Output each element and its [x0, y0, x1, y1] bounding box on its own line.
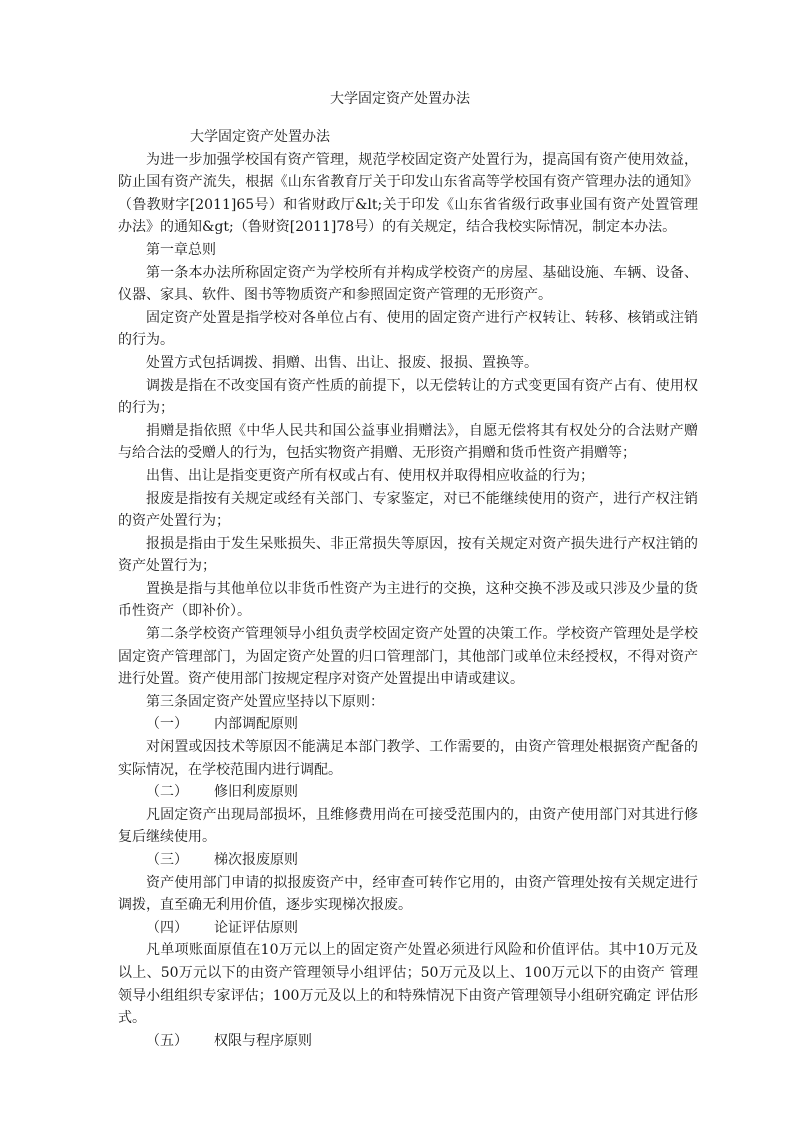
principle-1-heading [118, 713, 698, 736]
loss-definition-paragraph: 报损是指由于发生呆账损失、非正常损失等原因，按有关规定对资产损失进行产权注销的资产处置行为； [118, 535, 698, 575]
sale-definition-paragraph: 出售、出让是指变更资产所有权或占有、使用权并取得相应收益的行为； [146, 467, 594, 484]
principle-number: （一） [146, 716, 188, 733]
principle-3-text: 资产使用部门申请的拟报废资产中，经审查可转作它用的，由资产管理处按有关规定进行调拨，直至确无利用价值，逐步实现梯次报废。 [118, 874, 698, 914]
principle-2-heading [118, 781, 698, 804]
principle-name: 梯次报废原则 [214, 852, 298, 868]
principle-number: （二） [146, 784, 188, 801]
article-1-paragraph: 第一条本办法所称固定资产为学校所有并构成学校资产的房屋、基础设施、车辆、设备、仪器、家具、软件、图书等物质资产和参照固定资产管理的无形资产。 [118, 264, 698, 304]
article-3-paragraph: 第三条固定资产处置应坚持以下原则： [146, 693, 384, 710]
principle-1-text: 对闲置或因技术等原因不能满足本部门教学、工作需要的，由资产管理处根据资产配备的实际情况，在学校范围内进行调配。 [118, 739, 698, 778]
article-2-paragraph: 第二条学校资产管理领导小组负责学校固定资产处置的决策工作。学校资产管理处是学校固定资产管理部门，为固定资产处置的归口管理部门，其他部门或单位未经授权，不得对资产进行处置。资产使用部门按规定程序对资产处置提出申请或建议。 [118, 626, 698, 688]
principle-number: （四） [146, 919, 188, 936]
donation-definition-paragraph: 捐赠是指依照《中华人民共和国公益事业捐赠法》，自愿无偿将其有权处分的合法财产赠与给合法的受赠人的行为，包括实物资产捐赠、无形资产捐赠和货币性资产捐赠等； [118, 422, 698, 462]
disposal-definition-paragraph: 固定资产处置是指学校对各单位占有、使用的固定资产进行产权转让、转移、核销或注销的行为。 [118, 309, 698, 349]
disposal-methods-paragraph: 处置方式包括调拨、捐赠、出售、出让、报废、报损、置换等。 [146, 354, 538, 371]
principle-name: 修旧利废原则 [214, 784, 298, 801]
principle-number: （三） [146, 852, 188, 868]
principle-4-text: 凡单项账面原值在10万元以上的固定资产处置必须进行风险和价值评估。其中10万元及以上、50万元以下的由资产管理领导小组评估；50万元及以上、100万元以下的由资产 管理领导小组组织专家评估；100万元及以上的和特殊情况下由资产管理领导小组研究确定 评估形式。 [118, 942, 698, 1027]
transfer-definition-paragraph: 调拨是指在不改变国有资产性质的前提下，以无偿转让的方式变更国有资产占有、使用权的行为； [118, 377, 698, 417]
principle-2-text: 凡固定资产出现局部损坏，且维修费用尚在可接受范围内的，由资产使用部门对其进行修复后继续使用。 [118, 806, 698, 846]
principle-number: （五） [146, 1032, 188, 1049]
principle-name: 权限与程序原则 [214, 1032, 312, 1049]
principle-name: 内部调配原则 [214, 716, 298, 733]
document-subtitle: 大学固定资产处置办法 [190, 129, 330, 145]
principle-3-heading [118, 849, 698, 872]
scrap-definition-paragraph: 报废是指按有关规定或经有关部门、专家鉴定，对已不能继续使用的资产，进行产权注销的资产处置行为； [118, 490, 698, 530]
exchange-definition-paragraph: 置换是指与其他单位以非货币性资产为主进行的交换，这种交换不涉及或只涉及少量的货币性资产（即补价）。 [118, 580, 698, 620]
principle-4-heading [118, 917, 698, 940]
principle-5-heading [118, 1030, 698, 1053]
document-body [118, 126, 698, 1052]
chapter-heading: 第一章总则 [146, 241, 216, 258]
intro-paragraph: 为进一步加强学校国有资产管理，规范学校固定资产处置行为，提高国有资产使用效益， 防止国有资产流失，根据《山东省教育厅关于印发山东省高等学校国有资产管理办法的通知》 （鲁教财字[2011]65号）和省财政厅&lt;关于印发《山东省省级行政事业国有资产处置管理 办法》的通知&gt;（鲁财资[2011]78号）的有关规定，结合我校实际情况，制定本办法。 [118, 151, 698, 236]
principle-name: 论证评估原则 [214, 919, 298, 936]
document-title: 大学固定资产处置办法 [330, 91, 470, 107]
